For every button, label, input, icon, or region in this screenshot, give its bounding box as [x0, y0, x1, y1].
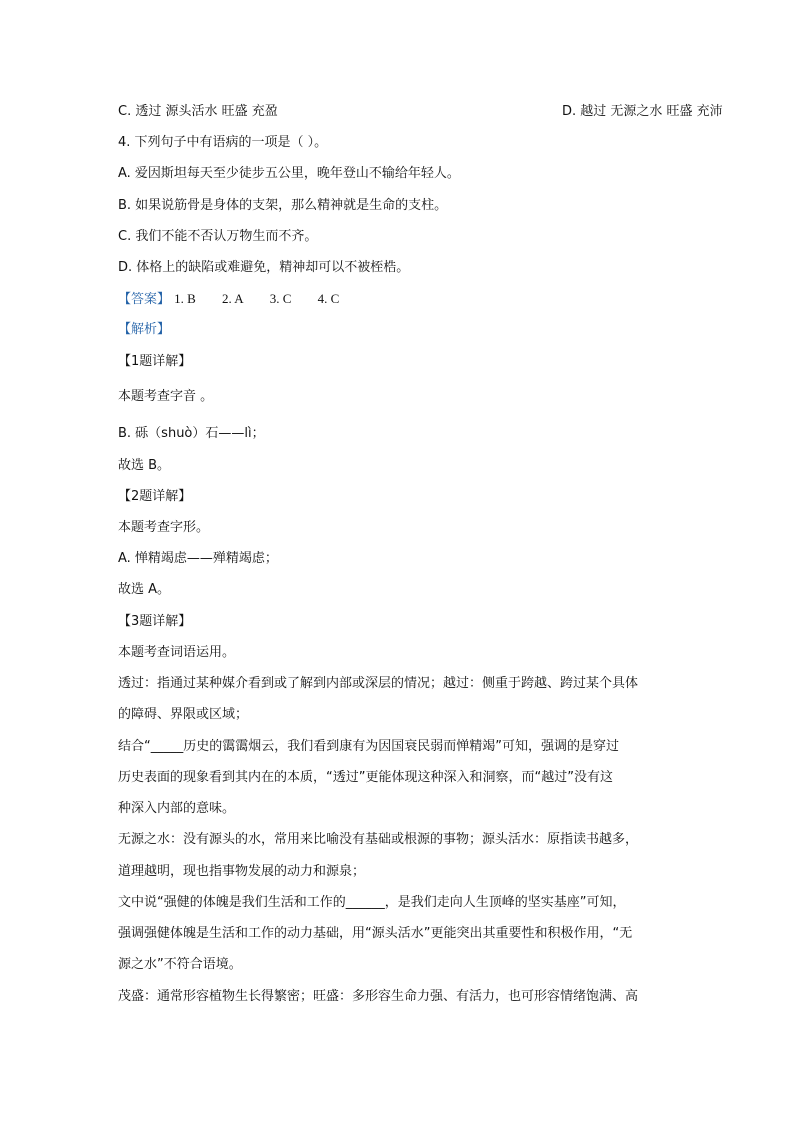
question-4-option-d: D. 体格上的缺陷或难避免，精神却可以不被桎梏。: [118, 260, 410, 275]
detail-2-explanation: A. 惮精竭虑——殚精竭虑；: [118, 551, 278, 566]
detail-3-paragraph-line: 道理越明，现也指事物发展的动力和源泉；: [118, 864, 366, 879]
detail-3-paragraph-line: 茂盛：通常形容植物生长得繁密；旺盛：多形容生命力强、有活力，也可形容情绪饱满、高: [118, 989, 639, 1004]
detail-3-paragraph-line: 结合“_____历史的霭霭烟云，我们看到康有为因国衰民弱而惮精竭”可知，强调的是穿过: [118, 739, 619, 754]
detail-3-paragraph-line: 历史表面的现象看到其内在的本质，“透过”更能体现这种深入和洞察，而“越过”没有这: [118, 770, 613, 785]
detail-3-paragraph-line: 透过：指通过某种媒介看到或了解到内部或深层的情况；越过：侧重于跨越、跨过某个具体: [118, 676, 639, 691]
detail-1-topic: 本题考查字音 。: [118, 389, 214, 404]
detail-3-paragraph-line: 源之水”不符合语境。: [118, 957, 242, 972]
analysis-tag: 【解析】: [118, 322, 171, 337]
detail-1-choice: 故选 B。: [118, 458, 171, 473]
answer-item: 2. A: [221, 291, 244, 306]
answer-line: [118, 289, 688, 310]
detail-1-heading: 【1题详解】: [118, 354, 192, 369]
detail-1-explanation: B. 砾（shuò）石——lì；: [118, 426, 265, 441]
answer-item: 3. C: [269, 291, 292, 306]
detail-3-paragraph-line: 文中说“强健的体魄是我们生活和工作的______，是我们走向人生顶峰的坚实基座”可知，: [118, 895, 626, 910]
detail-3-paragraph-line: 无源之水：没有源头的水，常用来比喻没有基础或根源的事物；源头活水：原指读书越多，: [118, 832, 639, 847]
detail-3-paragraph-line: 种深入内部的意味。: [118, 801, 236, 816]
question-4-option-a: A. 爱因斯坦每天至少徒步五公里，晚年登山不输给年轻人。: [118, 166, 460, 181]
detail-3-paragraph-line: 的障碍、界限或区域；: [118, 707, 249, 722]
top-options-row: [118, 102, 723, 122]
question-4-option-c: C. 我们不能不否认万物生而不齐。: [118, 229, 318, 244]
answer-item: 4. C: [317, 291, 340, 306]
option-c-line: C. 透过 源头活水 旺盛 充盈: [118, 104, 278, 119]
detail-3-heading: 【3题详解】: [118, 614, 192, 629]
detail-3-paragraph-line: 强调强健体魄是生活和工作的动力基础，用“源头活水”更能突出其重要性和积极作用，“无: [118, 926, 633, 941]
detail-2-choice: 故选 A。: [118, 582, 171, 597]
question-4-option-b: B. 如果说筋骨是身体的支架，那么精神就是生命的支柱。: [118, 198, 448, 213]
detail-2-heading: 【2题详解】: [118, 489, 192, 504]
option-d-line: D. 越过 无源之水 旺盛 充沛: [562, 104, 723, 119]
answer-item: 1. B: [174, 291, 196, 306]
detail-3-topic: 本题考查词语运用。: [118, 645, 236, 660]
answer-tag: 【答案】: [118, 292, 171, 307]
detail-2-topic: 本题考查字形。: [118, 520, 210, 535]
question-4-stem: 4. 下列句子中有语病的一项是（ ）。: [118, 135, 328, 150]
